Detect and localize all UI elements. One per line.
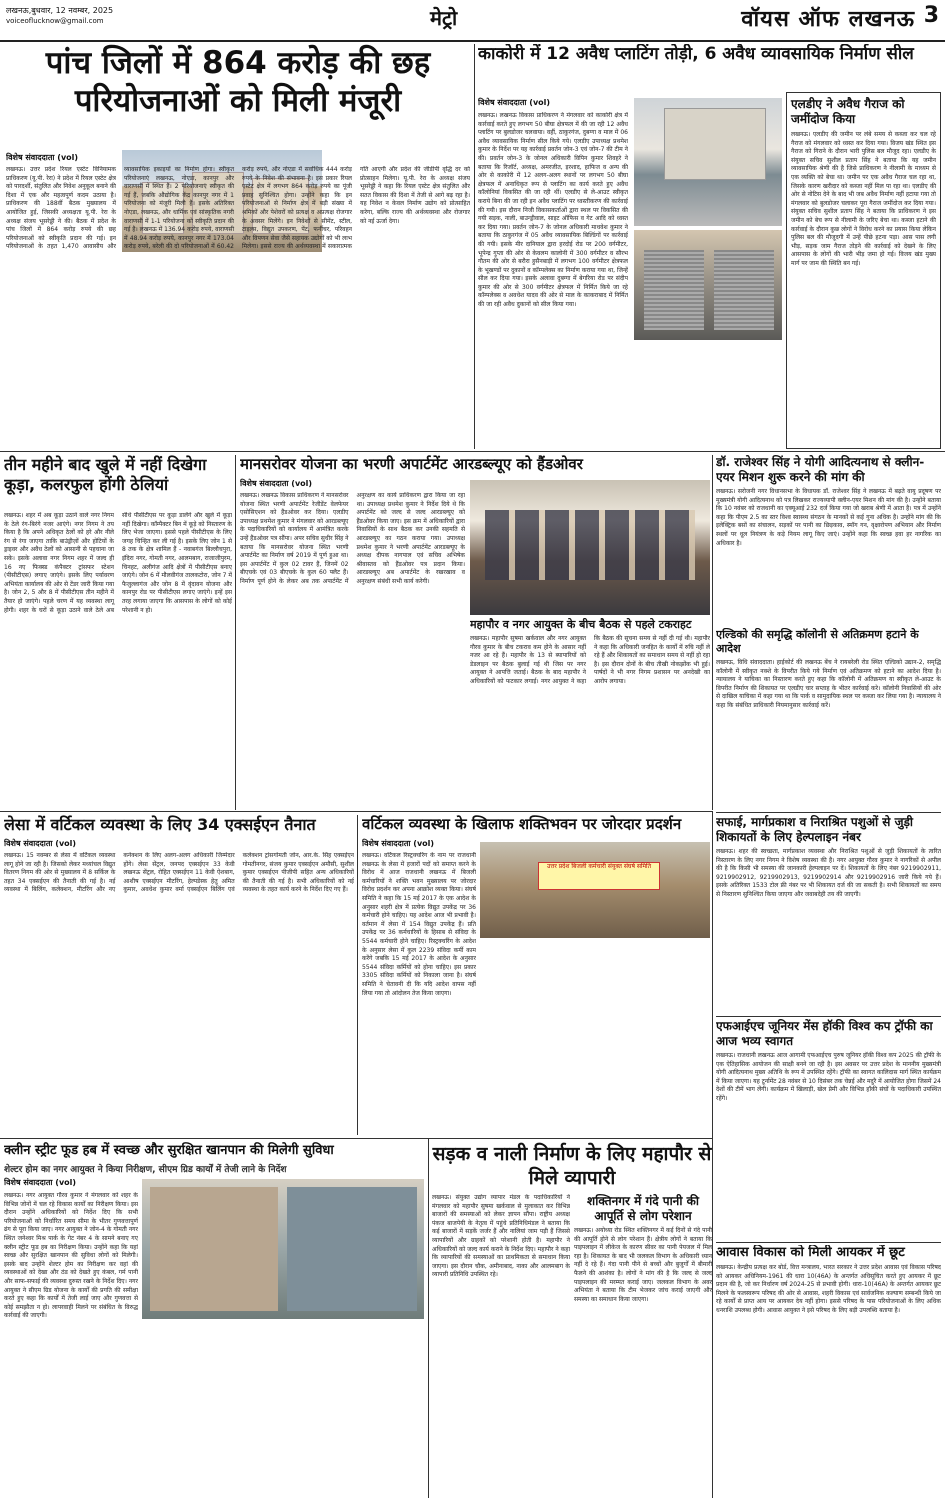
mansarovar-body: लखनऊ। लखनऊ विकास प्राधिकरण ने मानसरोवर योजना स्थित भरणी अपार्टमेंट रेजीडेंट वेलफेयर एसोसिएशन को हैंडओवर कर दिया। एलडीए उपाध्यक्ष प्रथमेश कुमार ने मंगलवार को आरडब्ल्यूए के पदाधिकारियों को कार्यालय में आमंत्रित करके उन्हें हैंडओवर पत्र सौंपा। अपर सचिव सुधीर सिंह ने बताया कि मानसरोवर योजना स्थित भरणी अपार्टमेंट का निर्माण वर्ष 2019 में पूर्ण हुआ था। इस अपार्टमेंट में कुल 02 टावर हैं, जिनमें 02 बीएचके एवं 03 बीएचके के कुल 60 फ्लैट हैं। निर्माण पूर्ण होने के लेकर अब तक अपार्टमेंट में अनुरक्षण का कार्य प्राधिकरण द्वारा किया जा रहा था। उपाध्यक्ष प्रथमेश कुमार ने निर्देश दिये थे कि अपार्टमेंट को जल्द से जल्द आरडब्ल्यूए को हैंडओवर किया जाए। इस क्रम में अधिकारियों द्वारा निवासियों के साथ बैठक कर उनकी सहमति से आरडब्ल्यूए का गठन कराया गया। उपाध्यक्ष प्रथमेश कुमार ने भरणी अपार्टमेंट आरडब्ल्यूए के अध्यक्ष दीपक नागपाल एवं सचिव अभिषेक श्रीवास्तव को हैंडओवर पत्र प्रदान किया। आरडब्ल्यूए अब अपार्टमेंट के रखरखाव व अनुरक्षण संबंधी सभी कार्य करेगी। (240, 492, 465, 585)
safai-body: लखनऊ। शहर की स्वच्छता, मार्गप्रकाश व्यवस्था और निराश्रित पशुओं से जुड़ी शिकायतों के त्वरित निस्तारण के लिए नगर निगम ने विशेष व्यवस्था की है। नगर आयुक्त गौरव कुमार ने नागरिकों से अपील की है कि किसी भी समस्या की जानकारी हेल्पलाइन पर दें। शिकायतों के लिए नंबर 9219902911, 9219902912, 9219902913, 9219902914 और 9219902916 जारी किये गये हैं। इसके अतिरिक्त 1533 टोल फ्री नंबर पर भी शिकायत दर्ज की जा सकती है। सभी शिकायतों का समय से निस्तारण सुनिश्चित किया जाएगा और जवाबदेही तय की जाएगी। (716, 848, 941, 898)
sadak-headline: सड़क व नाली निर्माण के लिए महापौर से मिले व्यापारी (432, 1143, 712, 1189)
shaktinagar-box (574, 1194, 712, 1498)
lead-byline: विशेष संवाददाता (vol) (6, 153, 79, 162)
mansarovar-headline: मानसरोवर योजना का भरणी अपार्टमेंट आरडब्ल्यूए को हैंडओवर (240, 455, 583, 473)
lead-body: लखनऊ। उत्तर प्रदेश रियल एस्टेट विनियामक प्राधिकरण (यू.पी. रेरा) ने प्रदेश में रियल एस्टेट क्षेत्र को पारदर्शी, संतुलित और निवेश अनुकूल बनाने की दिशा में एक और महत्वपूर्ण कदम उठाया है। प्राधिकरण की 188वीं बैठक मुख्यालय में आयोजित हुई, जिसकी अध्यक्षता यू.पी. रेरा के अध्यक्ष संजय भूसरेड्डी ने की। बैठक में प्रदेश के पांच जिलों में 864 करोड़ रुपये की छह परियोजनाओं को स्वीकृति प्रदान की गई। इन परियोजनाओं के तहत 1,470 आवासीय और व्यावसायिक इकाइयों का निर्माण होगा। स्वीकृत परियोजनाएं लखनऊ, नोएडा, कानपुर और वाराणसी में स्थित हैं। 2 परियोजनाएं स्वीकृत की गई हैं, जबकि औद्योगिक केंद्र कानपुर नगर में 1 परियोजना को मंजूरी मिली है। इसके अतिरिक्त नोएडा, लखनऊ, और धार्मिक एवं सांस्कृतिक नगरी वाराणसी में 1-1 परियोजना को स्वीकृति प्रदान की गई है। लखनऊ में 136.94 करोड़ रुपये, वाराणसी में 48.94 करोड़ रुपये, कानपुर नगर में 173.04 करोड़ रुपये, बरेली की दो परियोजनाओं में 60.42 करोड़ रुपये, और नोएडा में सर्वाधिक 444 करोड़ रुपये के निवेश की संभावना है। इस प्रकार रियल एस्टेट क्षेत्र में लगभग 864 करोड़ रुपये का पूंजी प्रवाह सुनिश्चित होगा। उन्होंने कहा कि इन परियोजनाओं से निर्माण क्षेत्र में बड़ी संख्या में श्रमिकों और पेशेवरों को प्रत्यक्ष व अप्रत्यक्ष रोजगार के अवसर मिलेंगे। इन निवेशों से सीमेंट, स्टील, टाइल्स, विद्युत उपकरण, पेंट, फर्नीचर, परिवहन और विपणन सेवा जैसे सहायक उद्योगों को भी लाभ मिलेगा। इससे राज्य की अर्थव्यवस्था में सकारात्मक गति आएगी और प्रदेश की जीडीपी वृद्धि दर को प्रोत्साहन मिलेगा। यू.पी. रेरा के अध्यक्ष संजय भूसरेड्डी ने कहा कि रियल एस्टेट क्षेत्र संतुलित और सतत विकास की दिशा में तेजी से आगे बढ़ रहा है। यह निवेश न केवल निर्माण उद्योग को प्रोत्साहित करेगा, बल्कि राज्य की अर्थव्यवस्था और रोजगार को नई ऊर्जा देगा। (6, 166, 470, 251)
safai-box (716, 815, 941, 1013)
clean-byline: विशेष संवाददाता (vol) (4, 1178, 77, 1187)
aawas-box (716, 1245, 941, 1497)
lesa-byline: विशेष संवाददाता (vol) (4, 839, 77, 848)
lda-headline: एलडीए ने अवैध गैराज को जमींदोज किया (791, 97, 905, 126)
vertical-body: लखनऊ। वर्टिकल रिस्ट्रक्चरिंग के नाम पर राजधानी लखनऊ के लेसा में हजारों पदों को समाप्त करने के विरोध में आज राजधानी लखनऊ में बिजली कर्मचारियों ने शक्ति भवन मुख्यालय पर जोरदार विरोध प्रदर्शन कर अपना आक्रोश व्यक्त किया। संघर्ष समिति ने कहा कि 15 मई 2017 के एक आदेश के अनुसार शहरी क्षेत्र में प्रत्येक विद्युत उपकेंद्र पर 36 कर्मचारी होने चाहिए। यह आदेश आज भी प्रभावी है। वर्तमान में लेसा में 154 विद्युत उपकेंद्र हैं। प्रति उपकेंद्र पर 36 कर्मचारियों के हिसाब से संविदा के 5544 कर्मचारी होने चाहिए। रिस्ट्रक्चरिंग के आदेश के अनुसार लेसा में कुल 2239 संविदा कर्मी काम करेंगे जबकि 15 मई 2017 के आदेश के अनुसार 5544 संविदा कर्मियों को होना चाहिए। इस प्रकार 3305 संविदा कर्मियों को निकाला जाना है। संघर्ष समिति ने चेतावनी दी कि यदि आदेश वापस नहीं लिया गया तो आंदोलन तेज किया जाएगा। (362, 852, 476, 997)
mayor-body: लखनऊ। महापौर सुषमा खर्कवाल और नगर आयुक्त गौरव कुमार के बीच टकराव कम होने के आसार नहीं नजर आ रहे हैं। महापौर के 13 से ब्यापारियों को डेडलाइन पर बैठक बुलाई गई थी जिस पर नगर आयुक्त ने आपत्ति जताई। बैठक के बाद महापौर ने अधिकारियों को फटकार लगाई। नगर आयुक्त ने कहा कि बैठक की सूचना समय से नहीं दी गई थी। महापौर ने कहा कि अधिकारी जनहित के कार्यों में रुचि नहीं ले रहे हैं और शिकायतों का समाधान समय से नहीं हो रहा है। इस दौरान दोनों के बीच तीखी नोकझोंक भी हुई। पार्षदों ने भी नगर निगम प्रशासन पर अनदेखी का आरोप लगाया। (470, 635, 710, 685)
hockey-headline: एफआईएच जूनियर मेंस हॉकी विश्व कप ट्रॉफी का आज भव्य स्वागत (716, 1019, 933, 1048)
aawas-body: लखनऊ। केन्द्रीय प्रत्यक्ष कर बोर्ड, वित्त मन्त्रालय, भारत सरकार ने उत्तर प्रदेश आवास एवं विकास परिषद को आयकर अधिनियम-1961 की धारा 10(46A) के अन्तर्गत अधिसूचित करते हुए आयकर में छूट प्रदान की है, जो कर निर्धारण वर्ष 2024-25 से प्रभावी होगी। धारा-10(46A) के अन्तर्गत आयकर छूट मिलने के फलस्वरूप परिषद की ओर से आवास, शहरी विकास एवं सार्वजनिक कल्याण सम्बन्धी किये जा रहे कार्यों से प्राप्त आय पर आयकर देय नहीं होगा। इससे परिषद के पास परियोजनाओं के लिए अधिक धनराशि उपलब्ध होगी। आवास आयुक्त ने इसे परिषद के लिए बड़ी उपलब्धि बताया है। (716, 1264, 941, 1314)
shaktinagar-headline: शक्तिनगर में गंदे पानी की आपूर्ति से लोग परेशान (587, 1194, 699, 1223)
vertical-byline: विशेष संवाददाता (vol) (362, 839, 435, 848)
safai-headline: सफाई, मार्गप्रकाश व निराश्रित पशुओं से जुड़ी शिकायतों के लिए हेल्पलाइन नंबर (716, 815, 914, 844)
clean-headline: क्लीन स्ट्रीट फूड हब में स्वच्छ और सुरक्षित खानपान की मिलेगी सुविधा (4, 1143, 334, 1158)
kooda-body: लखनऊ। शहर में अब कूड़ा उठाने वाले नगर निगम के ठेले रंग-बिरंगे नजर आएंगे। नगर निगम ने तय किया है कि अपने अधिकृत ठेलों को हरे और नीले रंग से रंगा जाएगा ताकि बाउंड्रीज़ों और होटियों के ड्राइवर और अवैध ठेलों को आसानी से पहचाना जा सके। इसके अलावा नगर निगम शहर में जल्द ही 16 नए फिक्स्ड कंपैक्टर ट्रांसफर स्टेशन (पीसीटीएस) लगाए जाएंगे। इसके लिए पर्यावरण अभियंता कार्यालय की ओर से टेंडर जारी किया गया है। जोन 2, 5 और 8 में पीसीटीएस तीन महीने में तैयार हो जाएंगे। पहले चरण में यह व्यवस्था लागू होगी। शहर के घरों से कूड़ा उठाने वाले ठेले अब सीधे पीसीटीएस पर कूड़ा डालेंगे और खुले में कूड़ा नहीं दिखेगा। कॉम्पैक्टर बिन में कूड़े को निस्तारण के लिए भेजा जाएगा। इससे पहले पीसीटीएस के लिए जगह चिन्हित कर ली गई है। इसके लिए जोन 1 से 8 तक के क्षेत्र शामिल हैं - नवाबगंज बिल्लौचपुरा, इंदिरा नगर, गोमती नगर, आलमबाग, राजाजीपुरम, चिनहट, अलीगंज आदि क्षेत्रों में पीसीटीएस बनाए जाएंगे। जोन 6 में मौलवीगंज तालकटोरा, जोन 7 में फैजुल्लागंज और जोन 8 में वृंदावन योजना और कानपुर रोड पर पीसीटीएस लगाए जाएंगे। इन्हें इस तरह लगाया जाएगा कि आसपास के लोगों को कोई परेशानी न हो। (4, 512, 232, 614)
elderco-headline: एल्डिको की समृद्धि कॉलोनी से अतिक्रमण हटाने के आदेश (716, 628, 919, 655)
mayor-headline: महापौर व नगर आयुक्त के बीच बैठक से पहले टकराहट (470, 618, 692, 631)
kakori-body: लखनऊ। लखनऊ विकास प्राधिकरण ने मंगलवार को काकोरी क्षेत्र में कार्रवाई करते हुए लगभग 50 बीघा क्षेत्रफल में की जा रही 12 अवैध प्लाटिंग पर बुलडोजर चलवाया। वहीं, ठाकुरगंज, दुबग्गा व माल में 06 अवैध व्यावसायिक निर्माण सील किये गये। एलडीए उपाध्यक्ष प्रथमेश कुमार के निर्देश पर यह कार्रवाई प्रवर्तन जोन-3 एवं जोन-7 की टीम ने की। प्रवर्तन जोन-3 के जोनल अधिकारी विपिन कुमार शिवहरे ने बताया कि रिजॉर्ट, अध्यक्ष, अमरजीत, इरशाद, हाफिज व अन्य की ओर से काकोरी में 12 अलग-अलग स्थानों पर लगभग 50 बीघा क्षेत्रफल में अनाधिकृत रूप से प्लाटिंग का कार्य करते हुए अवैध कॉलोनियां विकसित की जा रही थीं। एलडीए से ले-आउट स्वीकृत कराये बिना की जा रही इन अवैध प्लाटिंग पर ध्वस्तीकरण की कार्रवाई की गयी। इस दौरान निजी विकासकर्ताओं द्वारा स्थल पर विकसित की गयी सड़क, नाली, बाउन्ड्रीवाल, साइट ऑफिस व गेट आदि को ध्वस्त कर दिया गया। प्रवर्तन जोन-7 के जोनल अधिकारी माधवेश कुमार ने बताया कि ठाकुरगंज में 05 अवैध व्यावसायिक बिल्डिंगों पर कार्रवाई की गयी। इसके मीर दानियाल द्वारा हरदोई रोड पर 200 वर्गमीटर, भूपेन्द्र गुप्ता की ओर से केवलम कालोनी में 300 वर्गमीटर व सौरभ गौतम की ओर से बरौरा हुसैनबाड़ी में लगभग 100 वर्गमीटर क्षेत्रफल के भूखण्डों पर दुकानों व कॉम्पलेक्स का निर्माण कराया गया था, जिन्हें सील कर दिया गया। इसके अलावा दुबग्गा में बेगरिया रोड पर संदीप कुमार की ओर से 300 वर्गमीटर क्षेत्रफल में निर्मित किये जा रहे कॉम्पलेक्स व अवधेश यादव की ओर से माल के काकराबाद में निर्मित की जा रही अवैध दुकानों को सील किया गया। (478, 112, 628, 309)
vertical-headline: वर्टिकल व्यवस्था के खिलाफ शक्तिभवन पर जोरदार प्रदर्शन (362, 815, 682, 833)
elderco-body: लखनऊ, विधि संवाददाता। हाईकोर्ट की लखनऊ बेंच ने रायबरेली रोड स्थित एल्डिको उद्यान-2, समृद्धि कॉलोनी में स्वीकृत नक्शे के विपरीत किये गये निर्माण एवं अतिक्रमण को हटाने का आदेश दिया है। न्यायालय ने याचिका का निस्तारण करते हुए कहा कि कॉलोनी में अतिक्रमण या स्वीकृत ले-आउट के विपरीत निर्माण की शिकायत पर एलडीए चार सप्ताह के भीतर कार्रवाई करे। कॉलोनी निवासियों की ओर से दाखिल याचिका में कहा गया था कि पार्क व सामुदायिक स्थल पर कब्जा कर लिया गया है। न्यायालय ने कहा कि संबंधित प्राधिकारी नियमानुसार कार्रवाई करें। (716, 659, 941, 709)
kakori-photo-shutters (634, 230, 782, 340)
masthead-email: voiceoflucknow@gmail.com (6, 17, 104, 25)
kooda-headline: तीन महीने बाद खुले में नहीं दिखेगा कूड़ा, कलरफुल होंगी ठेलियां (4, 455, 207, 494)
rajeshwar-box (716, 455, 941, 625)
lead-headline-box (4, 44, 472, 149)
lda-box (786, 92, 941, 449)
lesa-headline: लेसा में वर्टिकल व्यवस्था के लिए 34 एक्सईएन तैनात (4, 815, 316, 834)
elderco-box (716, 628, 941, 806)
masthead (0, 0, 945, 42)
section-title: मेट्रो (430, 6, 458, 30)
protest-banner: उत्तर प्रदेश बिजली कर्मचारी संयुक्त संघर्ष समिति (538, 862, 660, 890)
mansarovar-photo-handover (470, 480, 710, 615)
sadak-body: लखनऊ। संयुक्त उद्योग व्यापार मंडल के पदाधिकारियों ने मंगलवार को महापौर सुषमा खर्कवाल से मुलाकात कर विभिन्न बाजारों की समस्याओं को लेकर ज्ञापन सौंपा। राष्ट्रीय अध्यक्ष पंकज बाजपेयी के नेतृत्व में पहुंचे प्रतिनिधिमंडल ने बताया कि कई बाजारों में सड़कें जर्जर हैं और नालियां जाम पड़ी हैं जिससे व्यापारियों और ग्राहकों को परेशानी होती है। महापौर ने अधिकारियों को जल्द कार्य कराने के निर्देश दिए। महापौर ने कहा कि व्यापारियों की समस्याओं का प्राथमिकता से समाधान किया जाएगा। इस दौरान चौक, अमीनाबाद, नाका और आलमबाग के व्यापारी प्रतिनिधि उपस्थित रहे। (432, 1194, 570, 1279)
mayor-box (470, 618, 710, 808)
masthead-date: लखनऊ,बुधवार, 12 नवम्बर, 2025 (6, 6, 114, 15)
page-number: 3 (923, 3, 939, 28)
lda-body: लखनऊ। एलडीए की जमीन पर लंबे समय से कब्जा कर चल रहे गैराज को मंगलवार को ध्वस्त कर दिया गया। विजय खंड स्थित इस गैराज को गिराने के दौरान भारी पुलिस बल मौजूद रहा। एलडीए के संयुक्त सचिव सुशील प्रताप सिंह ने बताया कि यह जमीन व्यावसायिक श्रेणी की है जिसे प्राधिकरण ने नीलामी के माध्यम से एक व्यक्ति को बेचा था। जमीन पर एक अवैध गैराज चल रहा था, जिसके कारण खरीदार को कब्जा नहीं मिल पा रहा था। एलडीए की ओर से नोटिस देने के बाद भी जब अवैध निर्माण नहीं हटाया गया तो मंगलवार को बुलडोजर चलाकर पूरा गैराज जमींदोज कर दिया गया। संयुक्त सचिव सुशील प्रताप सिंह ने बताया कि प्राधिकरण ने इस जमीन को बेच रूप से नीलामी के जरिए बेचा था। कब्जा हटाने की कार्रवाई के दौरान कुछ लोगों ने विरोध करने का प्रयास किया लेकिन पुलिस बल की मौजूदगी में उन्हें पीछे हटना पड़ा। आस पास लगी भीड़, सड़क जाम गैराज तोड़ने की कार्रवाई को देखने के लिए आसपास के लोगों की भारी भीड़ जमा हो गई। विजय खंड मुख्य मार्ग पर जाम की स्थिति बन गई। (791, 131, 936, 267)
newspaper-brand: वॉयस ऑफ लखनऊ (741, 7, 915, 32)
vertical-photo-protest (480, 842, 710, 938)
hockey-box (716, 1019, 941, 1239)
kakori-byline: विशेष संवाददाता (vol) (478, 98, 551, 107)
aawas-headline: आवास विकास को मिली आयकर में छूट (716, 1245, 905, 1260)
clean-subhead: शेल्टर होम का नगर आयुक्त ने किया निरीक्षण, सीएम ग्रिड कार्यों में तेजी लाने के निर्देश (4, 1165, 287, 1175)
lesa-body: लखनऊ। 15 नवम्बर से लेसा में वर्टिकल व्यवस्था लागू होने जा रही है। जिसको लेकर मध्यांचल विद्युत वितरण निगम की ओर से मुख्यालय में 8 सर्किल के तहत 34 एक्सईएन की तैनाती की गई है। नई व्यवस्था में बिलिंग, कलेक्शन, मीटरिंग और नए कनेक्शन के लिए अलग-अलग अधिकारी जिम्मेदार होंगे। लेसा सेंट्रल, जनपद एक्सईएन 33 केवी लखनऊ सेंट्रल, रोहित एक्सईएन 11 केवी ऐशबाग, आशीष एक्सईएन मीटरिंग, हेल्पडेस्क हेतु अमित कुमार, अवधेश कुमार वर्मा एक्सईएन बिलिंग एवं कलेक्शन ट्रांसगोमती जोन, आर.के. सिंह एक्सईएन गोमतीनगर, संजय कुमार एक्सईएन अमौसी, सुशील कुमार एक्सईएन पीजीपी सहित अन्य अधिकारियों की तैनाती की गई है। सभी अधिकारियों को नई व्यवस्था के तहत कार्य करने के निर्देश दिए गए हैं। (4, 852, 354, 894)
clean-body: लखनऊ। नगर आयुक्त गौरव कुमार ने मंगलवार को शहर के विभिन्न जोनों में चल रहे विकास कार्यों का निरीक्षण किया। इस दौरान उन्होंने अधिकारियों को निर्देश दिए कि सभी परियोजनाओं को निर्धारित समय सीमा के भीतर गुणवत्तापूर्ण ढंग से पूरा किया जाए। नगर आयुक्त ने जोन-4 के गोमती नगर स्थित जनेश्वर मिश्र पार्क के गेट नंबर 4 के सामने बनाए गए क्लीन स्ट्रीट फूड हब का निरीक्षण किया। उन्होंने कहा कि यहां स्वच्छ और सुरक्षित खानपान की सुविधा लोगों को मिलेगी। इसके बाद उन्होंने शेल्टर होम का निरीक्षण कर वहां की व्यवस्थाओं को देखा और ठंड को देखते हुए कंबल, गर्म पानी और साफ-सफाई की व्यवस्था दुरुस्त रखने के निर्देश दिए। नगर आयुक्त ने सीएम ग्रिड योजना के कार्यों की प्रगति की समीक्षा करते हुए कहा कि कार्यों में तेजी लाई जाए और गुणवत्ता से कोई समझौता न हो। लापरवाही मिलने पर संबंधित के विरुद्ध कार्रवाई की जाएगी। (4, 1192, 138, 1320)
rajeshwar-body: लखनऊ। सरोजनी नगर विधानसभा के विधायक डॉ. राजेश्वर सिंह ने लखनऊ में बढ़ते वायु प्रदूषण पर मुख्यमंत्री योगी आदित्यनाथ को पत्र लिखकर राज्यव्यापी क्लीन-एयर मिशन की मांग की है। उन्होंने बताया कि 10 नवंबर को राजधानी का एक्यूआई 232 दर्ज किया गया जो खराब श्रेणी में आता है। पत्र में उन्होंने कहा कि पीएम 2.5 का स्तर विश्व स्वास्थ्य संगठन के मानकों से कई गुना अधिक है। उन्होंने मांग की कि इलेक्ट्रिक बसों का संचालन, सड़कों पर पानी का छिड़काव, स्मॉग गन, वृक्षारोपण अभियान और निर्माण स्थलों पर धूल नियंत्रण के कड़े नियम लागू किए जाएं। उन्होंने कहा कि स्वच्छ हवा हर नागरिक का अधिकार है। (716, 488, 941, 547)
lead-headline: पांच जिलों में 864 करोड़ की छह परियोजनाओं को मिली मंजूरी (45, 45, 431, 119)
rajeshwar-headline: डॉ. राजेश्वर सिंह ने योगी आदित्यनाथ से क्लीन-एयर मिशन शुरू करने की मांग की (716, 455, 925, 484)
kakori-photo-building (634, 98, 782, 226)
hockey-body: लखनऊ। राजधानी लखनऊ आज आगामी एफआईएच पुरुष जूनियर हॉकी विश्व कप 2025 की ट्रॉफी के एक ऐतिहासिक आयोजन की साक्षी बनने जा रही है। इस अवसर पर उत्तर प्रदेश के माननीय मुख्यमंत्री योगी आदित्यनाथ मुख्य अतिथि के रूप में उपस्थित रहेंगे। ट्रॉफी का स्वागत कालिदास मार्ग स्थित कार्यक्रम में किया जाएगा। यह टूर्नामेंट 28 नवंबर से 10 दिसंबर तक चेन्नई और मदुरै में आयोजित होगा जिसमें 24 देशों की टीमें भाग लेंगी। कार्यक्रम में खिलाड़ी, खेल प्रेमी और विभिन्न हॉकी संघों के पदाधिकारी उपस्थित रहेंगे। (716, 1052, 941, 1102)
kakori-headline: काकोरी में 12 अवैध प्लाटिंग तोड़ी, 6 अवैध व्यावसायिक निर्माण सील (478, 44, 914, 64)
shaktinagar-body: लखनऊ। अयोध्या रोड स्थित शक्तिनगर में कई दिनों से गंदे पानी की आपूर्ति होने से लोग परेशान हैं। क्षेत्रीय लोगों ने बताया कि पाइपलाइन में लीकेज के कारण सीवर का पानी पेयजल में मिल रहा है। शिकायत के बाद भी जलकल विभाग के अधिकारी ध्यान नहीं दे रहे हैं। गंदा पानी पीने से बच्चों और बुजुर्गों में बीमारी फैलने की आशंका है। लोगों ने मांग की है कि जल्द से जल्द पाइपलाइन की मरम्मत कराई जाए। जलकल विभाग के अवर अभियंता ने बताया कि टीम भेजकर जांच कराई जाएगी और समस्या का समाधान किया जाएगा। (574, 1227, 712, 1303)
clean-photo-inspection (142, 1179, 424, 1319)
mansarovar-byline: विशेष संवाददाता (vol) (240, 479, 313, 488)
